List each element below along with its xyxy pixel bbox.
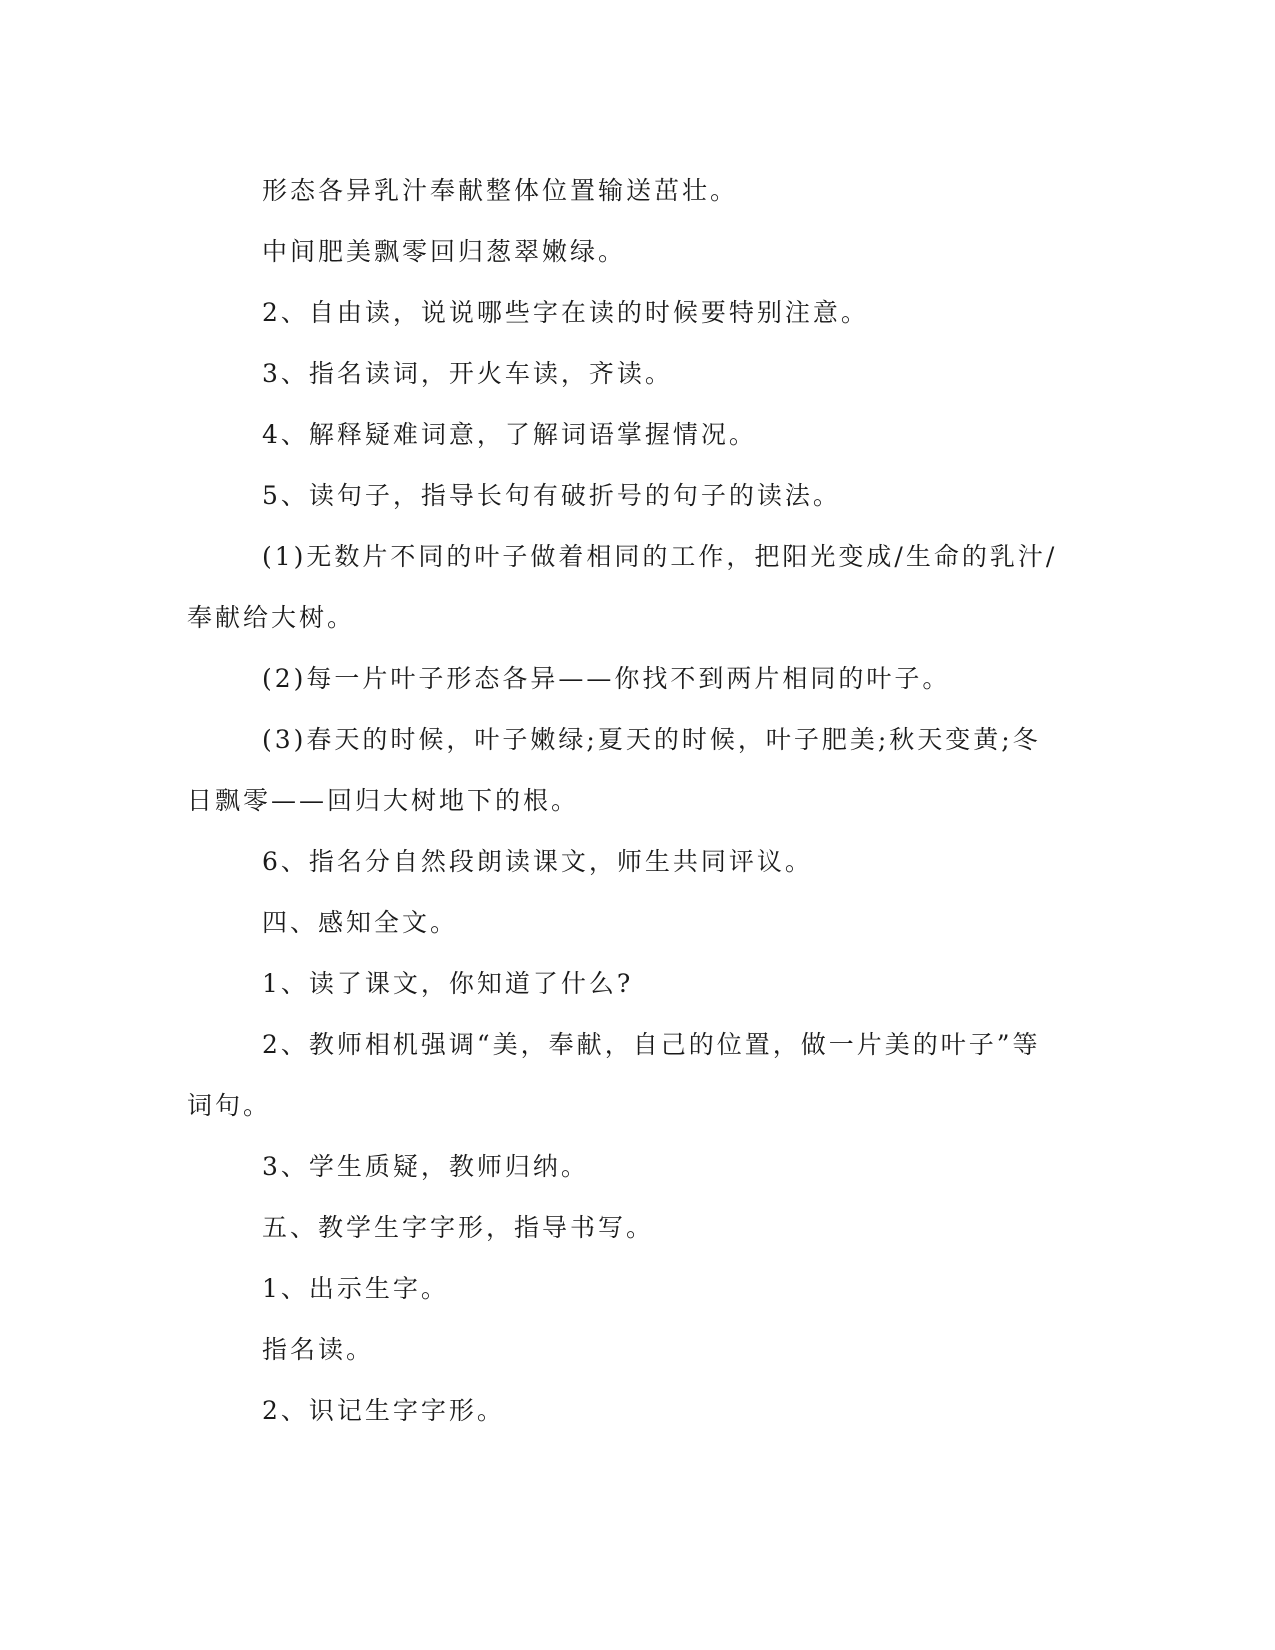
paragraph-sentence-3: (3)春天的时候，叶子嫩绿;夏天的时候，叶子肥美;秋天变黄;冬日飘零——回归大树地下的根。 bbox=[187, 725, 1041, 815]
paragraph-memorize-chars: 2、识记生字字形。 bbox=[262, 1396, 505, 1425]
paragraph-summary-3: 3、学生质疑，教师归纳。 bbox=[262, 1152, 589, 1181]
section-heading-5: 五、教学生字字形，指导书写。 bbox=[262, 1213, 655, 1242]
paragraph-step-2: 2、自由读，说说哪些字在读的时候要特别注意。 bbox=[262, 298, 869, 327]
paragraph-read-aloud: 指名读。 bbox=[262, 1335, 375, 1364]
paragraph-step-3: 3、指名读词，开火车读，齐读。 bbox=[262, 359, 673, 388]
paragraph-sentence-2: (2)每一片叶子形态各异——你找不到两片相同的叶子。 bbox=[262, 664, 951, 693]
paragraph-step-6: 6、指名分自然段朗读课文，师生共同评议。 bbox=[262, 847, 813, 876]
paragraph-step-5: 5、读句子，指导长句有破折号的句子的读法。 bbox=[262, 481, 841, 510]
paragraph-step-4: 4、解释疑难词意，了解词语掌握情况。 bbox=[262, 420, 757, 449]
section-heading-4: 四、感知全文。 bbox=[262, 908, 459, 937]
paragraph-emphasis-2: 2、教师相机强调“美，奉献，自己的位置，做一片美的叶子”等词句。 bbox=[187, 1030, 1041, 1120]
paragraph-vocab-line-1: 形态各异乳汁奉献整体位置输送茁壮。 bbox=[262, 176, 739, 205]
paragraph-show-chars: 1、出示生字。 bbox=[262, 1274, 449, 1303]
document-body bbox=[187, 160, 1067, 1441]
paragraph-question-1: 1、读了课文，你知道了什么? bbox=[262, 969, 634, 998]
paragraph-vocab-line-2: 中间肥美飘零回归葱翠嫩绿。 bbox=[262, 237, 627, 266]
paragraph-sentence-1: (1)无数片不同的叶子做着相同的工作，把阳光变成/生命的乳汁/奉献给大树。 bbox=[187, 542, 1058, 632]
